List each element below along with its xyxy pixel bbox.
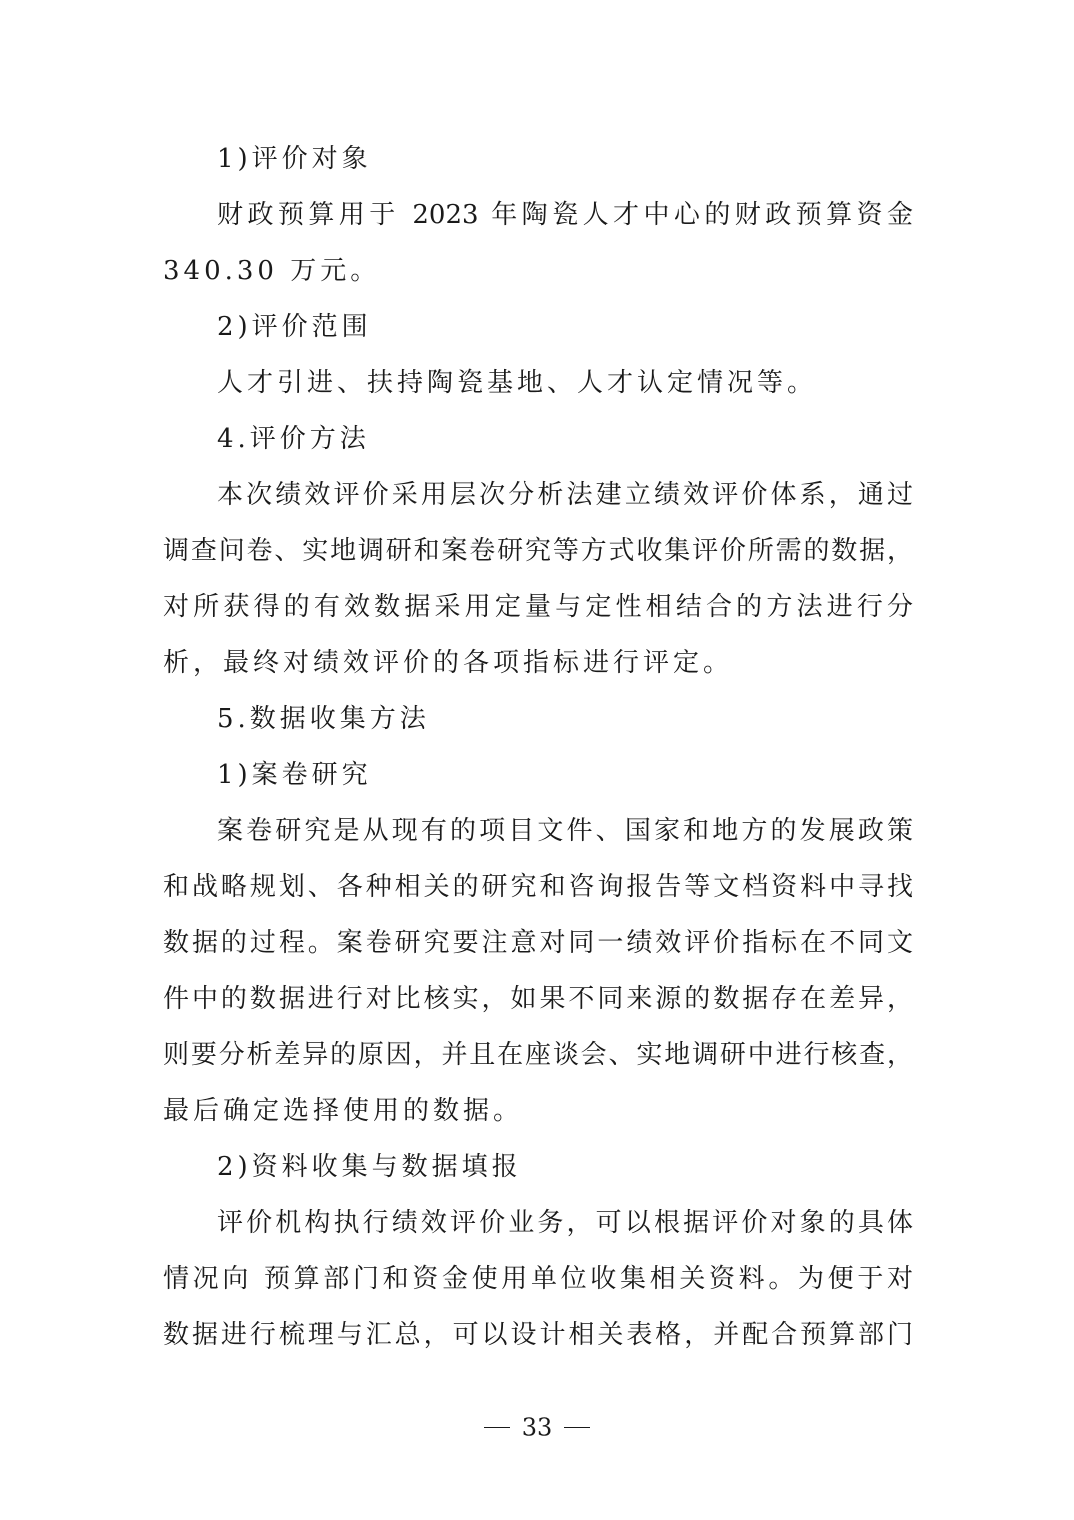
- heading-evaluation-object: 1)评价对象: [217, 144, 372, 174]
- heading-evaluation-scope: 2)评价范围: [217, 312, 372, 342]
- heading-data-collection-method: 5.数据收集方法: [217, 704, 430, 734]
- paragraph-line: 调查问卷、实地调研和案卷研究等方式收集评价所需的数据，: [163, 536, 913, 566]
- paragraph-line: 人才引进、扶持陶瓷基地、人才认定情况等。: [217, 368, 818, 398]
- footer-dash-right: [564, 1427, 590, 1428]
- page-number: 33: [521, 1413, 553, 1442]
- paragraph-line: 数据的过程。案卷研究要注意对同一绩效评价指标在不同文: [163, 928, 913, 958]
- paragraph-line: 对所获得的有效数据采用定量与定性相结合的方法进行分: [163, 592, 913, 622]
- paragraph-line: 和战略规划、各种相关的研究和咨询报告等文档资料中寻找: [163, 872, 913, 902]
- paragraph-line: 本次绩效评价采用层次分析法建立绩效评价体系，通过: [217, 480, 913, 510]
- paragraph-line: 数据进行梳理与汇总，可以设计相关表格，并配合预算部门: [163, 1320, 913, 1350]
- paragraph-line: 财政预算用于 2023 年陶瓷人才中心的财政预算资金: [217, 200, 913, 230]
- paragraph-line: 情况向 预算部门和资金使用单位收集相关资料。为便于对: [163, 1264, 913, 1294]
- paragraph-line: 最后确定选择使用的数据。: [163, 1096, 524, 1126]
- heading-file-research: 1)案卷研究: [217, 760, 372, 790]
- paragraph-line: 析，最终对绩效评价的各项指标进行评定。: [163, 648, 734, 678]
- page-footer: [0, 1406, 1074, 1448]
- heading-evaluation-method: 4.评价方法: [217, 424, 370, 454]
- paragraph-line: 案卷研究是从现有的项目文件、国家和地方的发展政策: [217, 816, 913, 846]
- paragraph-line: 评价机构执行绩效评价业务，可以根据评价对象的具体: [217, 1208, 913, 1238]
- heading-material-collection: 2)资料收集与数据填报: [217, 1152, 522, 1182]
- paragraph-line: 则要分析差异的原因，并且在座谈会、实地调研中进行核查，: [163, 1040, 913, 1070]
- paragraph-line: 件中的数据进行对比核实，如果不同来源的数据存在差异，: [163, 984, 913, 1014]
- paragraph-line: 340.30 万元。: [163, 256, 381, 286]
- footer-dash-left: [484, 1427, 510, 1428]
- body-text: [163, 131, 913, 1363]
